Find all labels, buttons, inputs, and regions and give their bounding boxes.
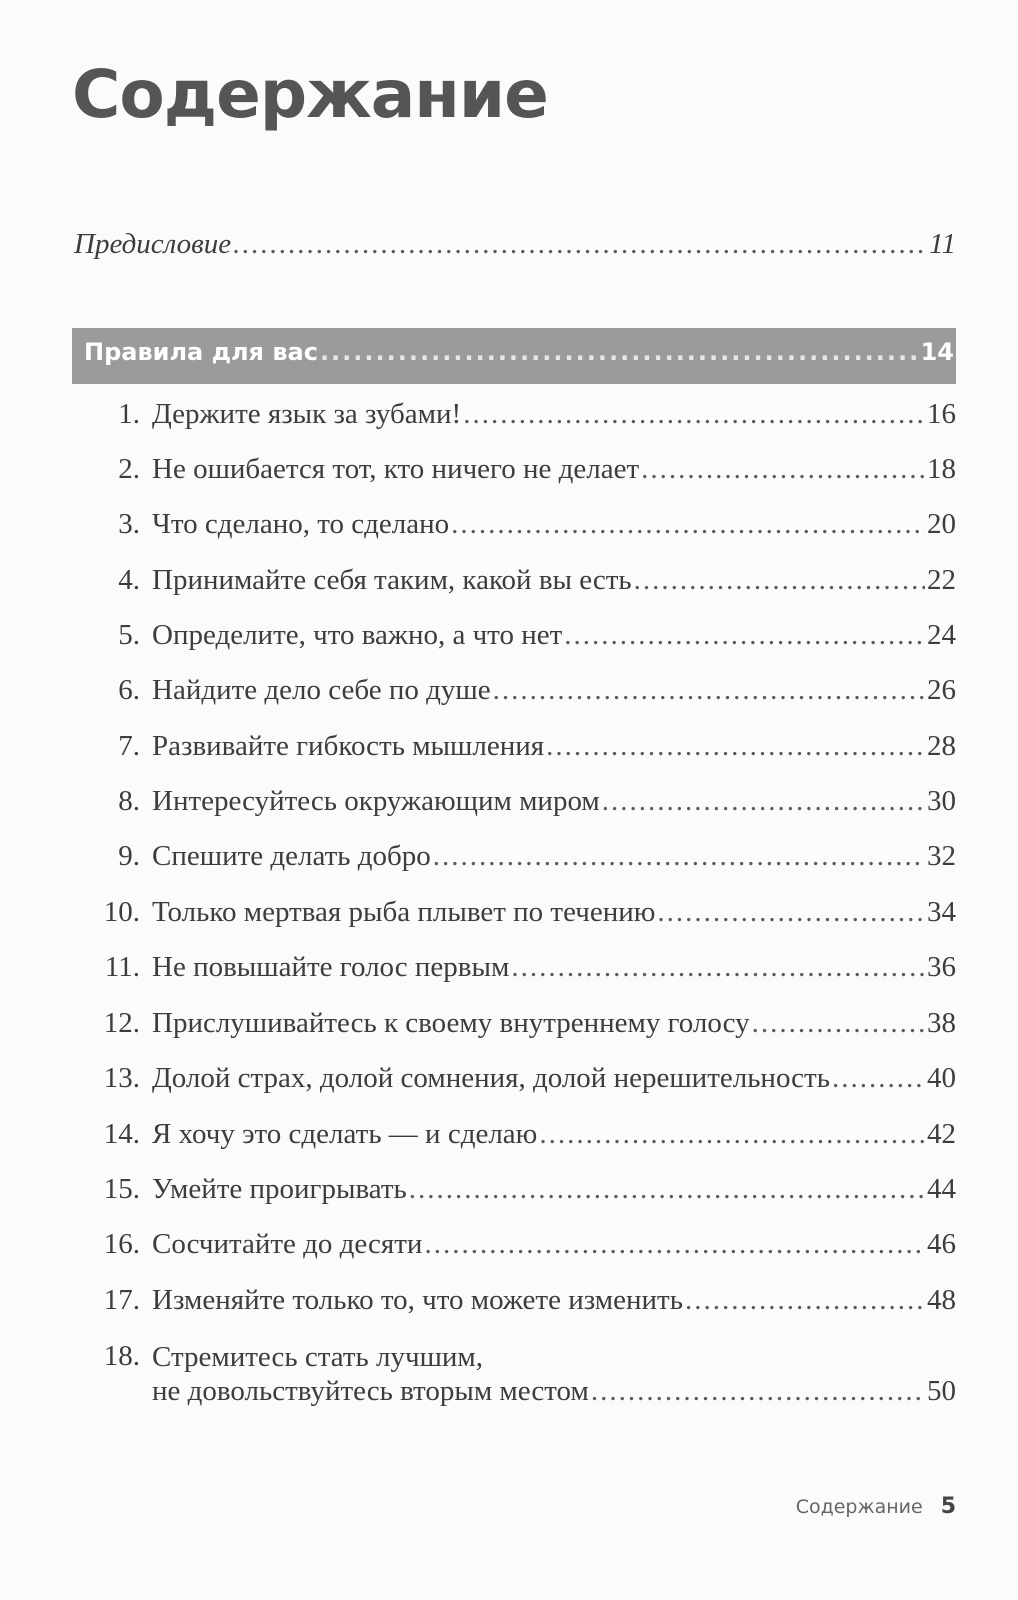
entry-page-number: 44: [927, 1173, 956, 1205]
entry-page-number: 42: [927, 1118, 956, 1150]
toc-preface[interactable]: [74, 228, 956, 261]
entry-title: Я хочу это сделать — и сделаю: [152, 1118, 538, 1150]
toc-entry[interactable]: [84, 508, 956, 541]
toc-entry[interactable]: [84, 951, 956, 984]
entry-title: Не повышайте голос первым: [152, 951, 510, 983]
dot-leader: [564, 619, 925, 652]
entry-title: Развивайте гибкость мышления: [152, 730, 545, 762]
entry-number: 16.: [103, 1228, 140, 1260]
entry-number: 1.: [118, 398, 140, 430]
dot-leader: [424, 1228, 925, 1261]
dot-leader: [832, 1062, 925, 1095]
entry-title-line-2: не довольствуйтесь вторым местом: [152, 1375, 589, 1407]
toc-entry[interactable]: [84, 398, 956, 431]
entry-title: Держите язык за зубами!: [152, 398, 462, 430]
entry-number: 3.: [118, 508, 140, 540]
dot-leader: [451, 508, 925, 541]
dot-leader: [685, 1284, 925, 1317]
entry-number: 8.: [118, 785, 140, 817]
entry-number: 7.: [118, 730, 140, 762]
entry-number: 10.: [103, 896, 140, 928]
toc-entry[interactable]: [84, 453, 956, 486]
entry-page-number: 22: [927, 564, 956, 596]
entry-page-number: 28: [927, 730, 956, 762]
toc-entry[interactable]: [84, 730, 956, 763]
entry-page-number: 18: [927, 453, 956, 485]
dot-leader: [539, 1118, 925, 1151]
entry-page-number: 36: [927, 951, 956, 983]
entry-page-number: 26: [927, 674, 956, 706]
entry-page-number: 16: [927, 398, 956, 430]
dot-leader: [641, 453, 925, 486]
running-footer: [796, 1494, 956, 1519]
entry-title: Умейте проигрывать: [152, 1173, 407, 1205]
section-title: Правила для вас: [84, 338, 318, 366]
dot-leader: [233, 228, 927, 261]
entry-title: Долой страх, долой сомнения, долой нерешительность: [152, 1062, 830, 1094]
entry-number: 9.: [118, 840, 140, 872]
toc-entry[interactable]: [84, 564, 956, 597]
toc-entry[interactable]: [84, 1007, 956, 1040]
dot-leader: [493, 674, 925, 707]
toc-entry[interactable]: [84, 785, 956, 818]
entry-title-line-1: Стремитесь стать лучшим,: [152, 1341, 484, 1373]
toc-entry[interactable]: [84, 1340, 956, 1408]
entry-number: 18.: [103, 1340, 140, 1372]
toc-entry[interactable]: [84, 619, 956, 652]
dot-leader: [511, 951, 925, 984]
entry-number: 17.: [103, 1284, 140, 1316]
dot-leader: [602, 785, 925, 818]
entry-page-number: 46: [927, 1228, 956, 1260]
entry-title: Только мертвая рыба плывет по течению: [152, 896, 656, 928]
dot-leader: [634, 564, 925, 597]
toc-entry[interactable]: [84, 1118, 956, 1151]
toc-page-number: 11: [929, 228, 956, 260]
footer-section-label: Содержание: [795, 1496, 923, 1518]
entry-title: Спешите делать добро: [152, 840, 431, 872]
toc-section-header[interactable]: [84, 338, 954, 366]
entry-number: 14.: [103, 1118, 140, 1150]
entry-page-number: 20: [927, 508, 956, 540]
toc-page-number: 14: [920, 338, 954, 366]
entry-title: Принимайте себя таким, какой вы есть: [152, 564, 632, 596]
entry-number: 15.: [103, 1173, 140, 1205]
dot-leader: [546, 730, 925, 763]
folio-page-number: 5: [940, 1494, 956, 1519]
dot-leader: [433, 840, 925, 873]
dot-leader: [591, 1375, 925, 1408]
dot-leader: [657, 896, 925, 929]
entry-page-number: 32: [927, 840, 956, 872]
entry-number: 11.: [104, 951, 140, 983]
entry-number: 6.: [118, 674, 140, 706]
entry-title: Определите, что важно, а что нет: [152, 619, 563, 651]
entry-number: 12.: [103, 1007, 140, 1039]
toc-entry[interactable]: [84, 1173, 956, 1206]
toc-entry[interactable]: [84, 840, 956, 873]
toc-entry-title: Предисловие: [74, 228, 232, 260]
page-title: Содержание: [72, 56, 548, 133]
toc-entry[interactable]: [84, 896, 956, 929]
entry-page-number: 24: [927, 619, 956, 651]
entry-page-number: 34: [927, 896, 956, 928]
entry-page-number: 40: [927, 1062, 956, 1094]
entry-number: 13.: [103, 1062, 140, 1094]
entry-title: Изменяйте только то, что можете изменить: [152, 1284, 683, 1316]
entry-page-number: 30: [927, 785, 956, 817]
dot-leader: [409, 1173, 925, 1206]
entry-number: 5.: [118, 619, 140, 651]
entry-title: Не ошибается тот, кто ничего не делает: [152, 453, 640, 485]
toc-entry[interactable]: [84, 674, 956, 707]
entry-page-number: 50: [927, 1375, 956, 1407]
entry-number: 2.: [118, 453, 140, 485]
toc-entry[interactable]: [84, 1228, 956, 1261]
entry-title: Прислушивайтесь к своему внутреннему голосу: [152, 1007, 750, 1039]
entry-title: Найдите дело себе по душе: [152, 674, 491, 706]
entry-page-number: 48: [927, 1284, 956, 1316]
entry-title: Интересуйтесь окружающим миром: [152, 785, 600, 817]
entry-title: Сосчитайте до десяти: [152, 1228, 423, 1260]
toc-entry[interactable]: [84, 1284, 956, 1317]
entry-page-number: 38: [927, 1007, 956, 1039]
entry-title: [152, 1340, 589, 1408]
entry-title: Что сделано, то сделано: [152, 508, 450, 540]
dot-leader: [320, 338, 919, 366]
dot-leader: [463, 398, 925, 431]
dot-leader: [752, 1007, 925, 1040]
toc-entry[interactable]: [84, 1062, 956, 1095]
entry-number: 4.: [118, 564, 140, 596]
